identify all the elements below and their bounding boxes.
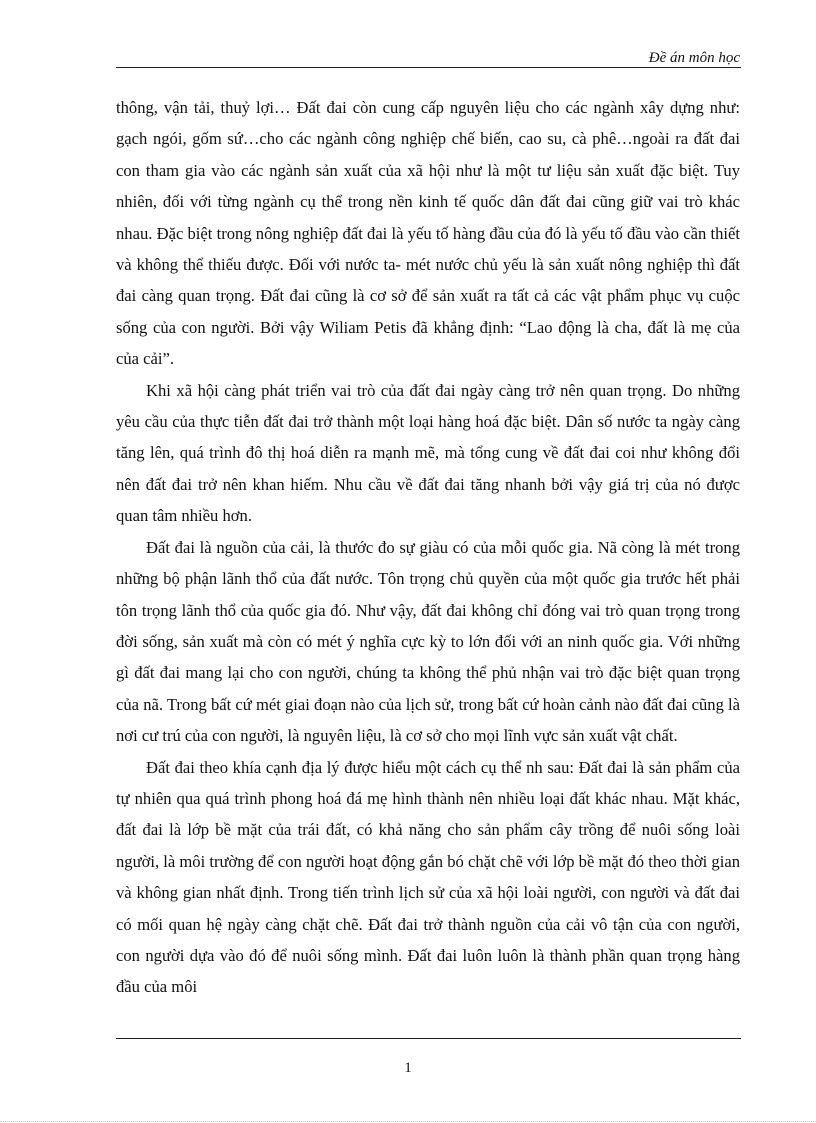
paragraph: Khi xã hội càng phát triển vai trò của đất đai ngày càng trở nên quan trọng. Do những yêu cầu của thực tiễn đất đai trở thành một loại hàng hoá đặc biệt. Dân số nước ta ngày càng tăng lên, quá trình đô thị hoá diễn ra mạnh mẽ, mà tổng cung về đất đai coi như không đổi nên đất đai trở nên khan hiếm. Nhu cầu về đất đai tăng nhanh bởi vậy giá trị của nó được quan tâm nhiều hơn. <box>116 380 740 526</box>
paragraph: Đất đai là nguồn của cải, là thước đo sự giàu có của mỗi quốc gia. Nã còng là mét trong những bộ phận lãnh thổ của đất nước. Tôn trọng chủ quyền của một quốc gia trước hết phải tôn trọng lãnh thổ của quốc gia đó. Như vậy, đất đai không chỉ đóng vai trò quan trọng trong đời sống, sản xuất mà còn có mét ý nghĩa cực kỳ to lớn đối với an ninh quốc gia. Với những gì đất đai mang lại cho con người, chúng ta không thể phủ nhận vai trò đặc biệt quan trọng của nã. Trong bất cứ mét giai đoạn nào của lịch sử, trong bất cứ hoàn cảnh nào đất đai cũng là nơi cư trú của con người, là nguyên liệu, là cơ sở cho mọi lĩnh vực sản xuất vật chất. <box>116 537 740 746</box>
page-number: 1 <box>404 1060 412 1076</box>
paragraph: Đất đai theo khía cạnh địa lý được hiểu một cách cụ thể nh sau: Đất đai là sản phẩm của tự nhiên qua quá trình phong hoá đá mẹ hình thành nên nhiều loại đất khác nhau. Mặt khác, đất đai là lớp bề mặt của trái đất, có khả năng cho sản phẩm cây trồng để nuôi sống loài người, là môi trường để con người hoạt động gắn bó chặt chẽ với lớp bề mặt đó theo thời gian và không gian nhất định. Trong tiến trình lịch sử của xã hội loài người, con người và đất đai có mối quan hệ ngày càng chặt chẽ. Đất đai trở thành nguồn của cải vô tận của con người, con người dựa vào đó để nuôi sống mình. Đất đai luôn luôn là thành phần quan trọng hàng đầu của môi <box>116 757 740 997</box>
page-edge-divider <box>0 1121 816 1122</box>
footer-divider <box>116 1038 741 1039</box>
header-divider <box>116 67 741 68</box>
page-header <box>116 48 740 68</box>
document-body <box>116 92 740 1003</box>
document-title: Đề án môn học <box>648 50 740 66</box>
paragraph-continued: thông, vận tải, thuỷ lợi… Đất đai còn cung cấp nguyên liệu cho các ngành xây dựng như: gạch ngói, gốm sứ…cho các ngành công nghiệp chế biến, cao su, cà phê…ngoài ra đất đai con tham gia vào các ngành sản xuất của xã hội như là một tư liệu sản xuất đặc biệt. Tuy nhiên, đối với từng ngành cụ thể trong nền kinh tế quốc dân đất đai cũng giữ vai trò khác nhau. Đặc biệt trong nông nghiệp đất đai là yếu tố hàng đầu của đó là yếu tố đầu vào cần thiết và không thể thiếu được. Đối với nước ta- mét nước chủ yếu là sản xuất nông nghiệp thì đất đai càng quan trọng. Đất đai cũng là cơ sở để sản xuất ra tất cả các vật phẩm phục vụ cuộc sống của con người. Bởi vậy Wiliam Petis đã khẳng định: “Lao động là cha, đất là mẹ của của cải”. <box>116 98 740 369</box>
